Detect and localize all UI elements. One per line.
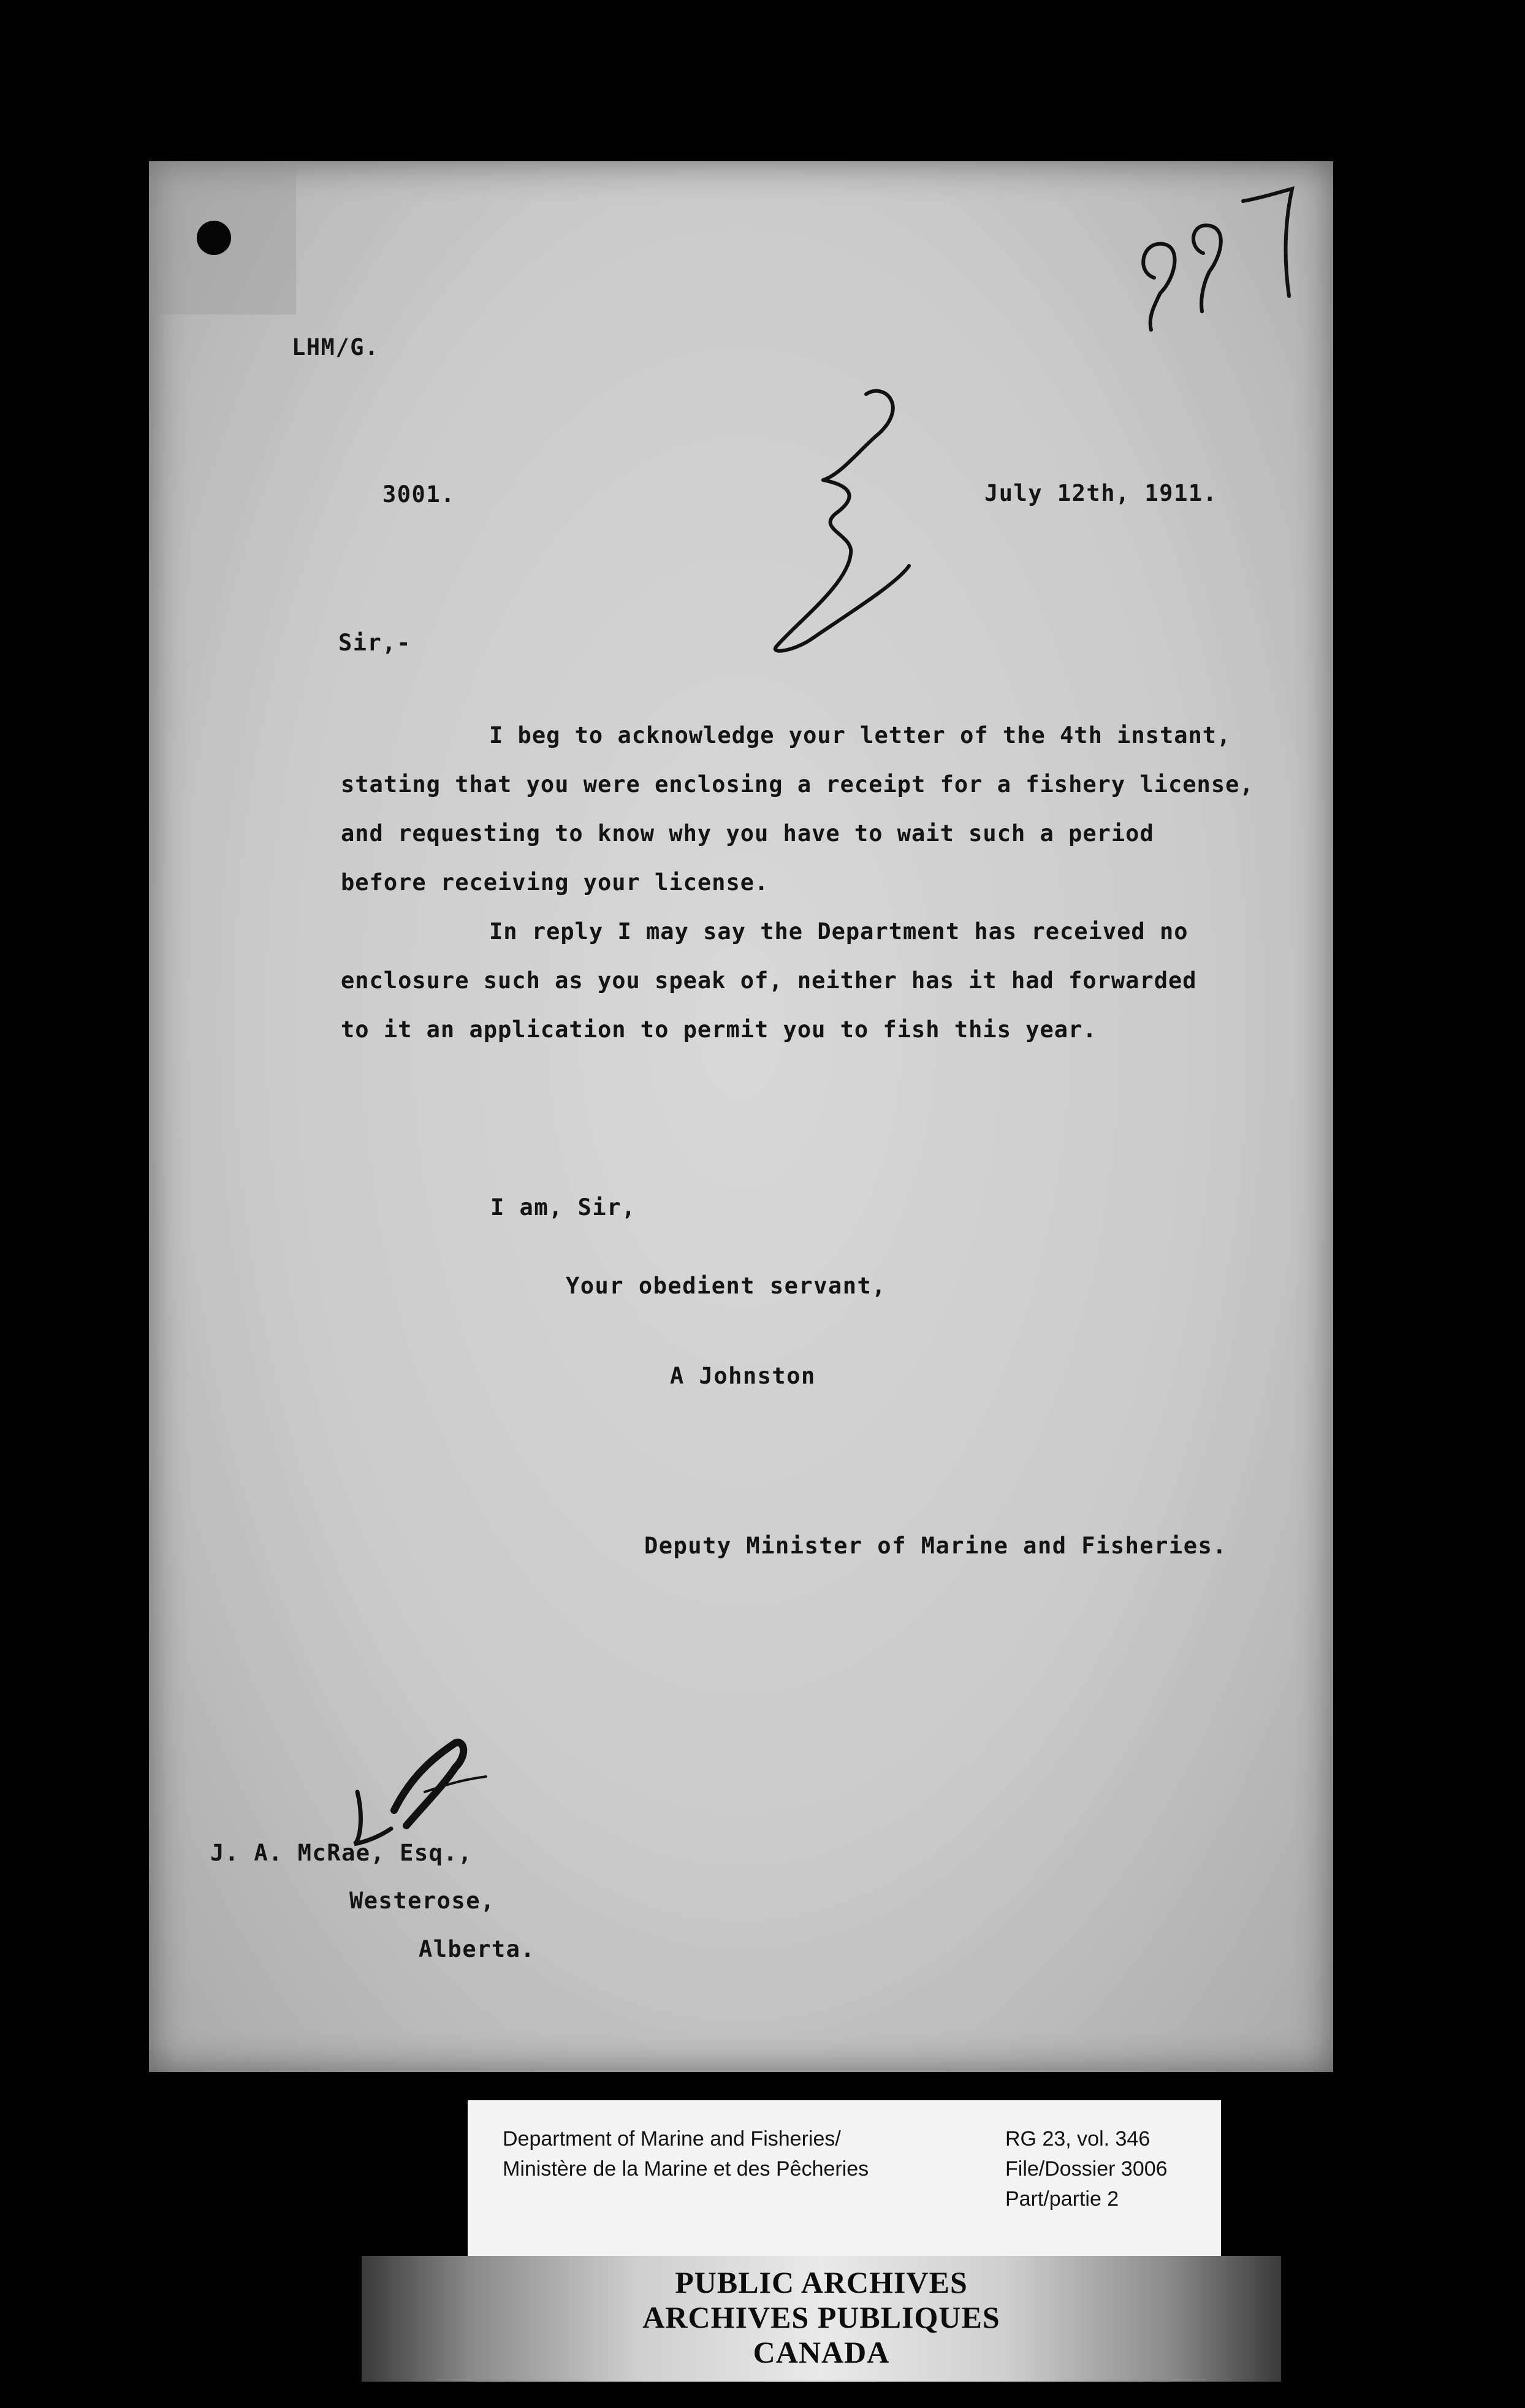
body-line: stating that you were enclosing a receipt for a fishery license,: [341, 771, 1254, 798]
body-line: I beg to acknowledge your letter of the 4th instant,: [489, 722, 1231, 749]
closing-line: I am, Sir,: [490, 1194, 636, 1221]
handwritten-page-number: [1117, 186, 1320, 345]
punch-hole: [197, 221, 231, 255]
stamp-line: PUBLIC ARCHIVES: [675, 2265, 968, 2299]
addressee-name: J. A. McRae, Esq.,: [210, 1840, 473, 1866]
signatory-title: Deputy Minister of Marine and Fisheries.: [644, 1533, 1228, 1559]
file-dossier: File/Dossier 3006: [1005, 2157, 1168, 2181]
file-number: 3001.: [382, 481, 455, 508]
signature-scrawl: [333, 1718, 504, 1853]
handwritten-e-mark: [725, 382, 927, 664]
letter-page: [149, 161, 1333, 2072]
body-line: before receiving your license.: [341, 869, 769, 896]
reference-code: LHM/G.: [292, 334, 379, 360]
part-number: Part/partie 2: [1005, 2187, 1119, 2211]
stamp-line: ARCHIVES PUBLIQUES: [642, 2300, 1000, 2334]
archive-stamp: [362, 2256, 1281, 2382]
body-line: enclosure such as you speak of, neither has it had forwarded: [341, 967, 1197, 994]
department-english: Department of Marine and Fisheries/: [503, 2127, 841, 2151]
record-group: RG 23, vol. 346: [1005, 2127, 1150, 2151]
addressee-province: Alberta.: [419, 1936, 536, 1962]
body-line: In reply I may say the Department has received no: [489, 918, 1188, 945]
salutation: Sir,-: [338, 630, 411, 656]
closing-line: Your obedient servant,: [566, 1273, 887, 1299]
body-line: and requesting to know why you have to wait such a period: [341, 820, 1154, 847]
letter-date: July 12th, 1911.: [984, 480, 1218, 506]
department-french: Ministère de la Marine et des Pêcheries: [503, 2157, 869, 2181]
body-line: to it an application to permit you to fish this year.: [341, 1016, 1097, 1043]
stamp-line: CANADA: [753, 2335, 890, 2369]
signatory-name: A Johnston: [670, 1363, 816, 1389]
archive-reference-card: [468, 2100, 1221, 2266]
addressee-town: Westerose,: [349, 1888, 495, 1914]
